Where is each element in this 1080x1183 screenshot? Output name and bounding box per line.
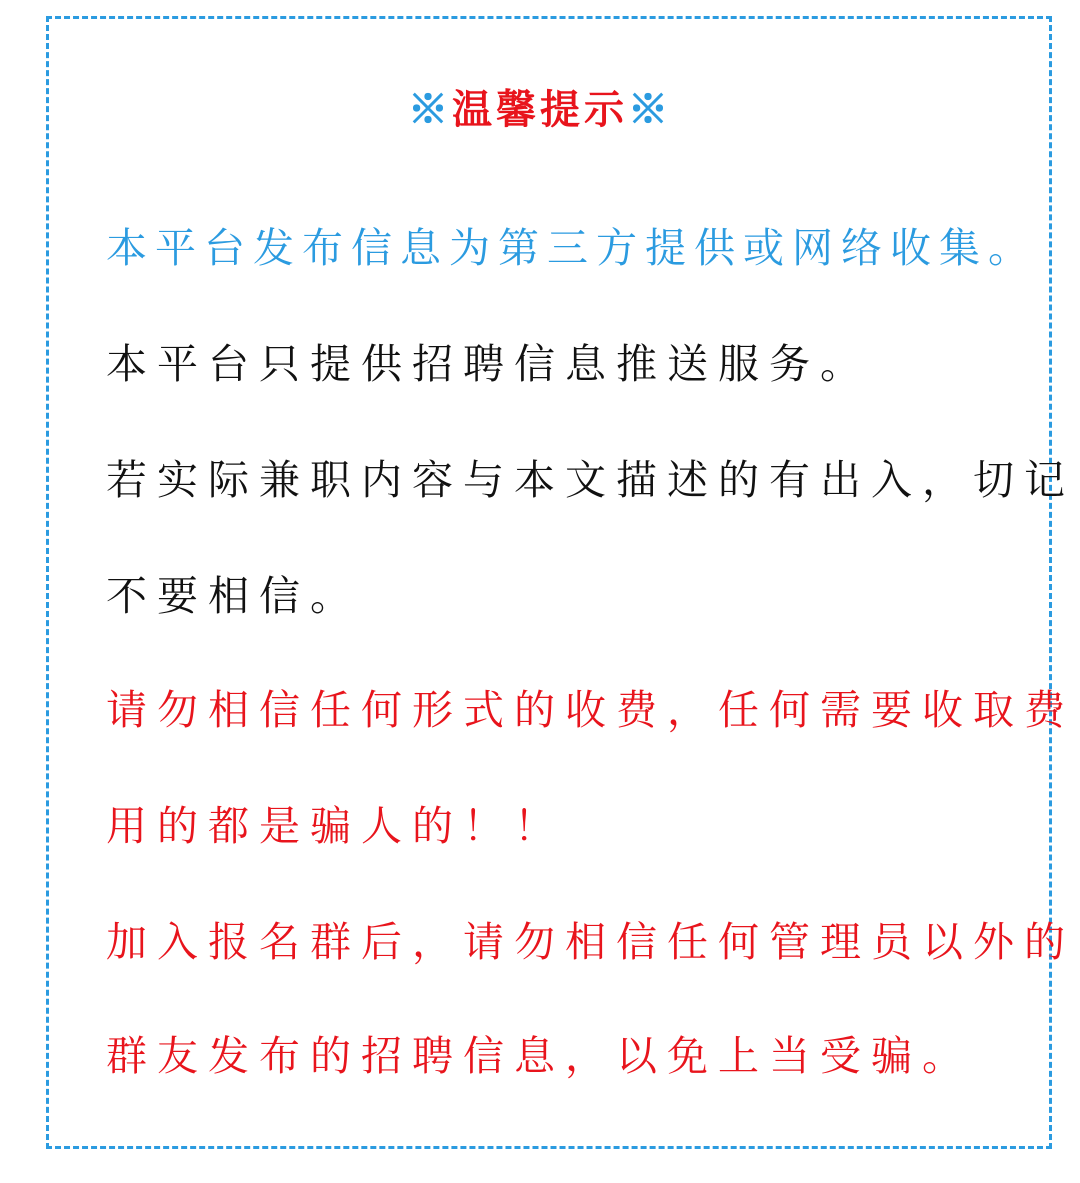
notice-title	[0, 78, 1080, 142]
notice-title-text: 温馨提示	[452, 86, 628, 133]
notice-line-fee-warning-cont: 用的都是骗人的！！	[106, 802, 565, 850]
notice-line-group-warning: 加入报名群后，请勿相信任何管理员以外的	[106, 918, 1075, 966]
notice-line-mismatch-warning-cont: 不要相信。	[106, 572, 361, 620]
notice-line-mismatch-warning: 若实际兼职内容与本文描述的有出入，切记	[106, 456, 1075, 504]
reference-mark-icon-right: ※	[628, 86, 672, 133]
notice-line-fee-warning: 请勿相信任何形式的收费，任何需要收取费	[106, 686, 1075, 734]
notice-line-group-warning-cont: 群友发布的招聘信息，以免上当受骗。	[106, 1032, 973, 1080]
reference-mark-icon-left: ※	[408, 86, 452, 133]
notice-line-platform-service: 本平台只提供招聘信息推送服务。	[106, 340, 871, 388]
notice-line-platform-source: 本平台发布信息为第三方提供或网络收集。	[106, 224, 1037, 272]
